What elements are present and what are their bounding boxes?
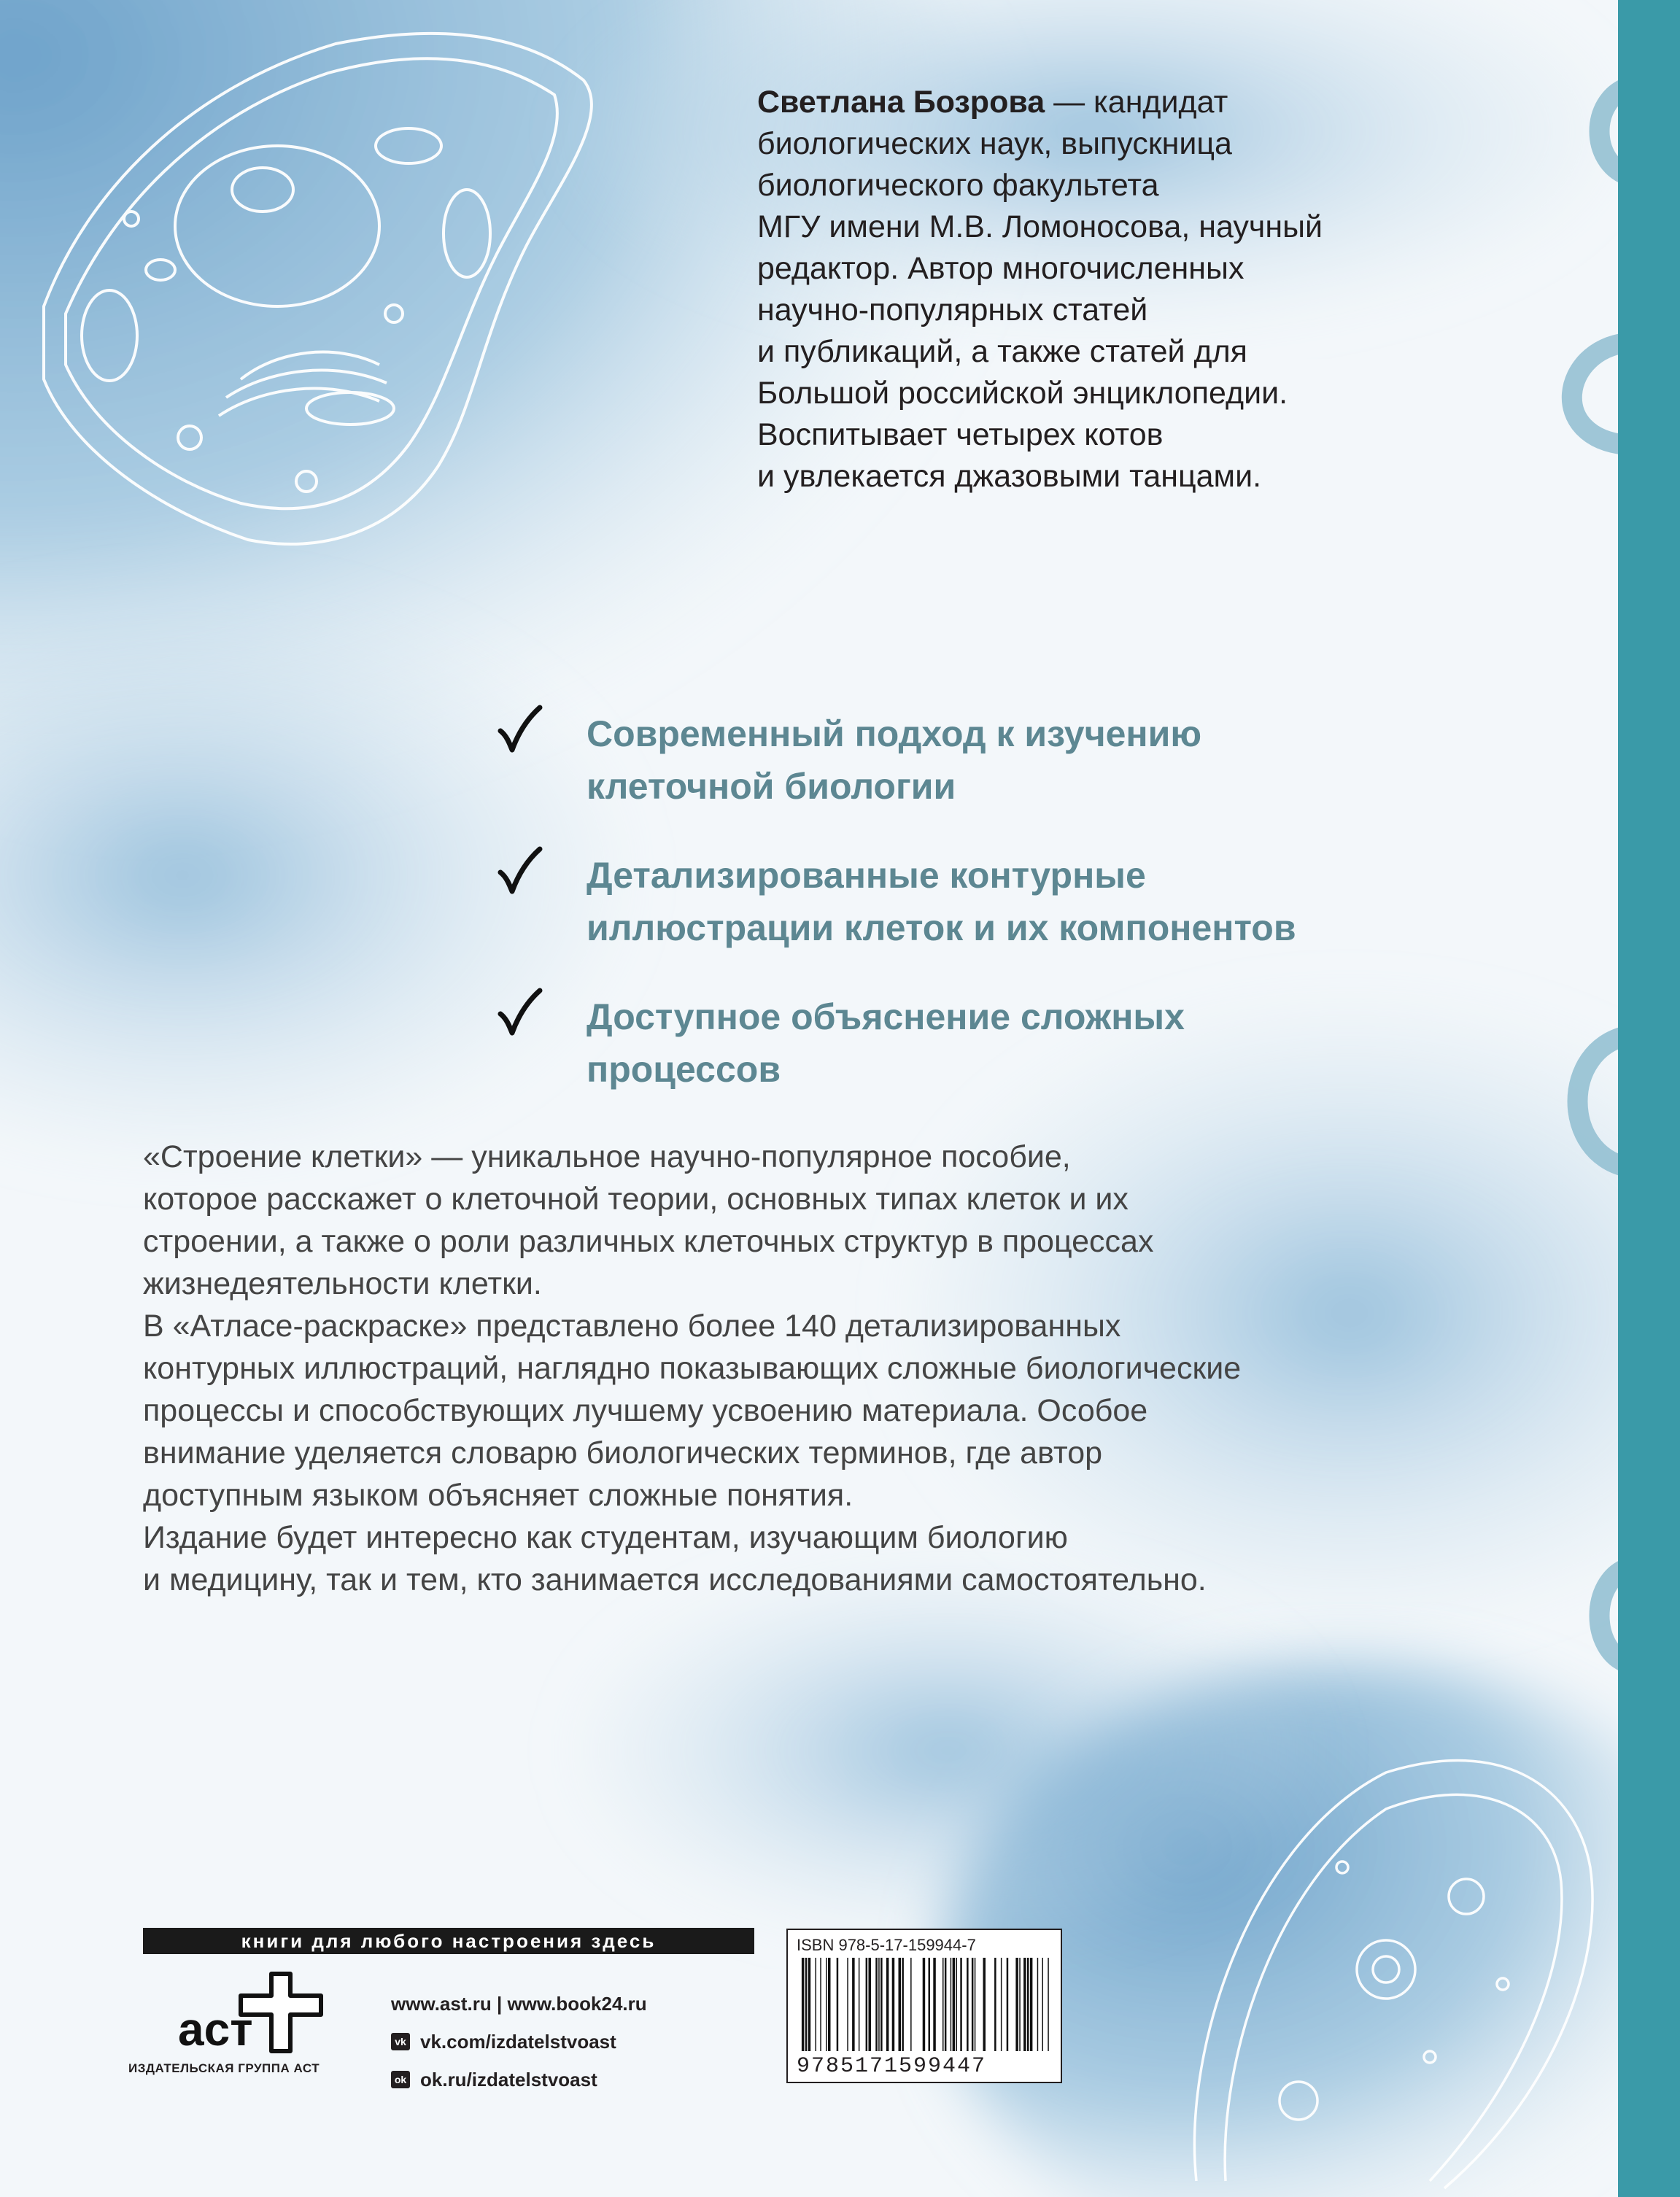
description-line: внимание уделяется словарю биологических терминов, где автор	[143, 1435, 1103, 1471]
isbn-label: ISBN 978-5-17-159944-7	[797, 1936, 976, 1954]
barcode-bar	[933, 1958, 936, 2051]
spine-strip	[1618, 0, 1680, 2197]
author-bio-line: МГУ имени М.В. Ломоносова, научный	[757, 209, 1323, 244]
barcode-bar	[1023, 1958, 1026, 2051]
ok-icon: ok	[391, 2071, 410, 2088]
feature-text	[587, 991, 1520, 1096]
description-line: В «Атласе-раскраске» представлено более 140 детализированных	[143, 1309, 1121, 1344]
feature-line: иллюстрации клеток и их компонентов	[587, 907, 1296, 948]
barcode-bar	[880, 1958, 883, 2051]
barcode-bar	[951, 1958, 952, 2051]
ok-link-text: ok.ru/izdatelstvoast	[420, 2069, 597, 2091]
publisher-slogan: книги для любого настроения здесь	[143, 1928, 754, 1954]
barcode	[797, 1958, 1052, 2053]
barcode-bar	[875, 1958, 878, 2051]
author-bio-line: биологических наук, выпускница	[757, 126, 1232, 161]
barcode-bar	[910, 1958, 912, 2051]
description-line: «Строение клетки» — уникальное научно-популярное пособие,	[143, 1139, 1071, 1174]
barcode-bar	[972, 1958, 974, 2051]
barcode-bar	[994, 1958, 996, 2051]
ean-number: 9785171599447	[797, 2054, 987, 2079]
vk-link[interactable]	[391, 2028, 647, 2055]
barcode-bar	[1027, 1958, 1029, 2051]
checkmark-icon	[496, 705, 543, 756]
book-description	[143, 1136, 1514, 1601]
barcode-bar	[892, 1958, 895, 2051]
author-bio-line: Воспитывает четырех котов	[757, 417, 1164, 452]
barcode-bar	[816, 1958, 817, 2051]
barcode-bar	[820, 1958, 821, 2051]
barcode-bar	[1037, 1958, 1039, 2051]
barcode-bar	[1042, 1958, 1044, 2051]
vk-icon: vk	[391, 2033, 410, 2050]
barcode-bar	[902, 1958, 904, 2051]
barcode-bar	[852, 1958, 855, 2051]
barcode-bar	[866, 1958, 868, 2051]
author-bio	[757, 82, 1487, 497]
publisher-links	[391, 1990, 647, 2104]
barcode-bar	[847, 1958, 848, 2051]
author-bio-line: и публикаций, а также статей для	[757, 334, 1247, 369]
barcode-bar	[975, 1958, 976, 2051]
publisher-group-name: ИЗДАТЕЛЬСКАЯ ГРУППА АСТ	[128, 2061, 320, 2075]
barcode-bar	[1019, 1958, 1021, 2051]
feature-line: Детализированные контурные	[587, 855, 1146, 896]
barcode-bar	[929, 1958, 931, 2051]
barcode-bar	[956, 1958, 958, 2051]
barcode-bar	[1001, 1958, 1002, 2051]
description-line: контурных иллюстраций, наглядно показывающих сложные биологические	[143, 1351, 1242, 1386]
barcode-bar	[869, 1958, 872, 2051]
barcode-bar	[1015, 1958, 1018, 2051]
feature-line: Современный подход к изучению	[587, 713, 1202, 754]
feature-line: процессов	[587, 1049, 781, 1090]
feature-text	[587, 849, 1520, 954]
barcode-bar	[942, 1958, 944, 2051]
barcode-bar	[808, 1958, 811, 2051]
isbn-barcode-box	[786, 1929, 1062, 2083]
author-bio-line: научно-популярных статей	[757, 292, 1148, 328]
description-line: процессы и способствующих лучшему усвоению материала. Особое	[143, 1393, 1148, 1428]
author-bio-line: биологического факультета	[757, 168, 1159, 203]
barcode-bar	[945, 1958, 947, 2051]
website-links[interactable]: www.ast.ru | www.book24.ru	[391, 1993, 647, 2015]
barcode-bar	[837, 1958, 839, 2051]
author-bio-line: Большой российской энциклопедии.	[757, 376, 1288, 411]
author-bio-line: — кандидат	[1045, 85, 1228, 120]
author-name: Светлана Бозрова	[757, 85, 1045, 120]
author-bio-line: и увлекается джазовыми танцами.	[757, 459, 1262, 494]
barcode-bar	[805, 1958, 808, 2051]
barcode-bar	[859, 1958, 860, 2051]
checkmark-icon	[496, 846, 543, 897]
barcode-bar	[886, 1958, 889, 2051]
barcode-bar	[967, 1958, 969, 2051]
description-line: доступным языком объясняет сложные понятия.	[143, 1478, 853, 1513]
vk-link-text: vk.com/izdatelstvoast	[420, 2031, 616, 2053]
description-line: которое расскажет о клеточной теории, основных типах клеток и их	[143, 1182, 1129, 1217]
barcode-bar	[826, 1958, 827, 2051]
description-line: строении, а также о роли различных клеточных структур в процессах	[143, 1224, 1154, 1259]
description-line: и медицину, так и тем, кто занимается исследованиями самостоятельно.	[143, 1562, 1207, 1597]
barcode-bar	[899, 1958, 902, 2051]
publisher-logo	[162, 1969, 352, 2061]
feature-line: клеточной биологии	[587, 766, 956, 807]
author-bio-line: редактор. Автор многочисленных	[757, 251, 1244, 286]
ast-logo-graphic	[162, 1969, 352, 2057]
barcode-bar	[923, 1958, 926, 2051]
feature-text	[587, 708, 1520, 813]
barcode-bar	[1048, 1958, 1049, 2051]
barcode-bar	[1007, 1958, 1009, 2051]
barcode-bar	[802, 1958, 805, 2051]
barcode-bar	[828, 1958, 831, 2051]
ok-link[interactable]	[391, 2066, 647, 2093]
barcode-bar	[983, 1958, 986, 2051]
description-line: жизнедеятельности клетки.	[143, 1266, 542, 1301]
description-line: Издание будет интересно как студентам, изучающим биологию	[143, 1520, 1068, 1555]
logo-text: аст	[178, 2003, 253, 2055]
barcode-bar	[1030, 1958, 1033, 2051]
checkmark-icon	[496, 988, 543, 1039]
barcode-bar	[953, 1958, 956, 2051]
barcode-bar	[960, 1958, 962, 2051]
feature-line: Доступное объяснение сложных	[587, 996, 1185, 1037]
barcode-bar	[878, 1958, 880, 2051]
